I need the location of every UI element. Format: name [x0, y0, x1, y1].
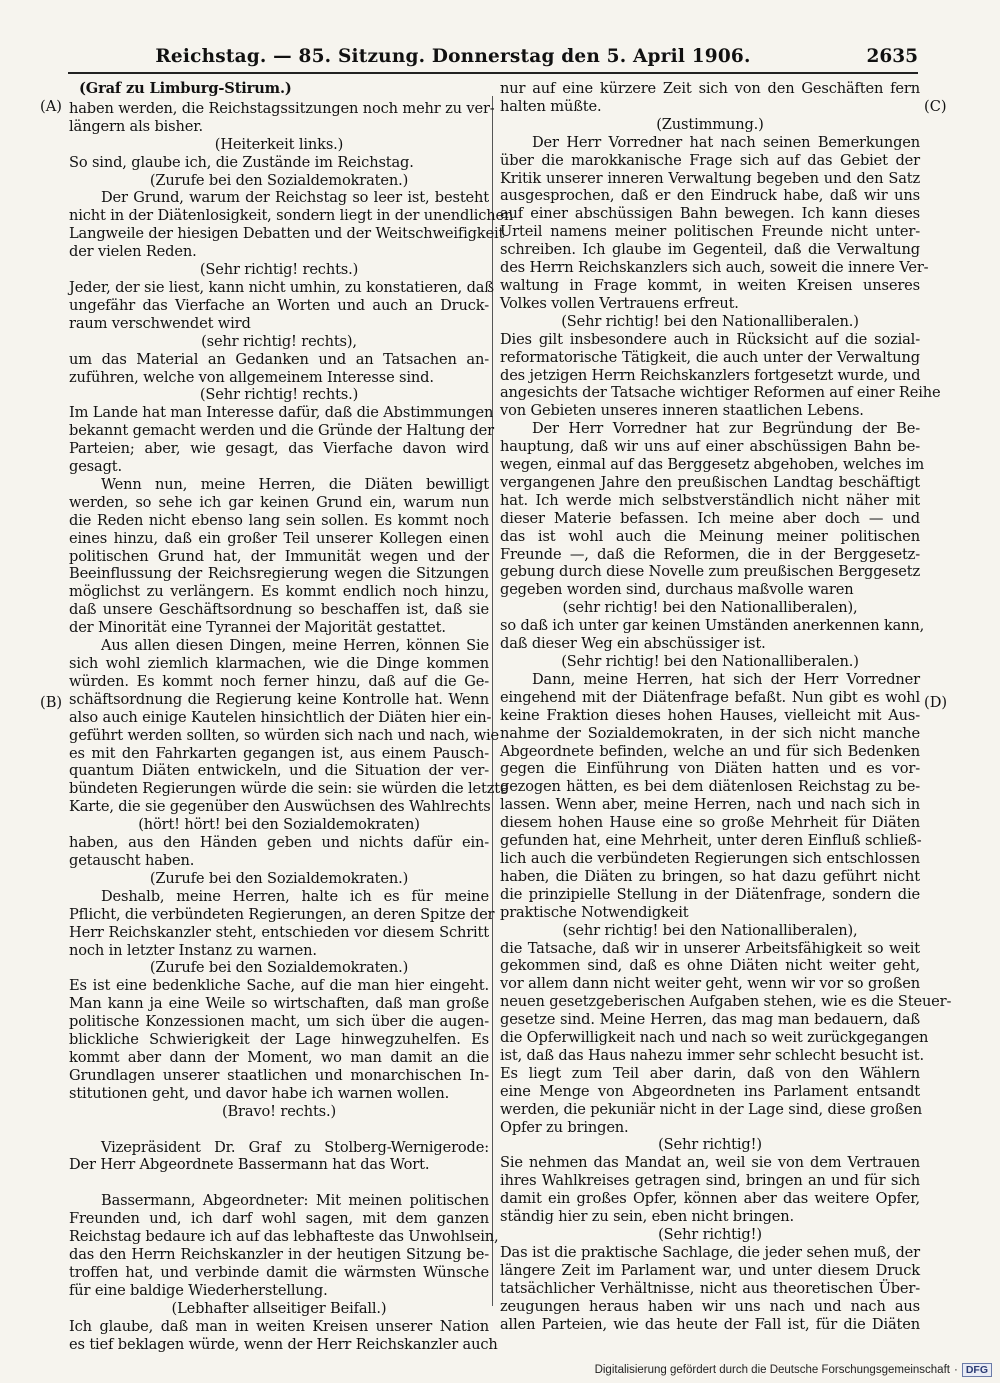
left-text-line: (Sehr richtig! rechts.) [199, 386, 359, 404]
right-text-line: damit ein großes Opfer, können aber das weitere Opfer, [500, 1190, 920, 1208]
left-text-line: haben, aus den Händen geben und nichts dafür ein- [69, 834, 489, 852]
left-text-line: bekannt gemacht werden und die Gründe der Haltung der [69, 422, 494, 440]
left-text-line: bündeten Regierungen würde die sein: sie würden die letzte [69, 780, 509, 798]
right-text-line: angesichts der Tatsache wichtiger Reformen auf einer Reihe [500, 384, 941, 402]
left-text-line: Deshalb, meine Herren, halte ich es für meine [101, 887, 489, 905]
right-text-line: eingehend mit der Diätenfrage befaßt. Nun gibt es wohl [500, 688, 920, 706]
right-text-line: hauptung, daß wir uns auf einer abschüssigen Bahn be- [500, 438, 920, 456]
left-text-line: Ich glaube, daß man in weiten Kreisen unserer Nation [69, 1317, 489, 1335]
right-text-line: Abgeordnete befinden, welche an und für sich Bedenken [500, 742, 920, 760]
left-text-line: (hört! hört! bei den Sozialdemokraten) [138, 816, 420, 834]
right-text-line: die prinzipielle Stellung in der Diätenfrage, sondern die [500, 885, 920, 903]
left-text-line: Jeder, der sie liest, kann nicht umhin, zu konstatieren, daß [69, 278, 494, 296]
right-text-line: waltung in Frage kommt, in weiten Kreisen unseres [500, 276, 920, 294]
right-text-line: längere Zeit im Parlament war, und unter diesem Druck [500, 1261, 920, 1279]
left-text-line: (Zurufe bei den Sozialdemokraten.) [149, 869, 409, 887]
left-text-line: quantum Diäten entwickeln, und die Situation der ver- [69, 762, 489, 780]
right-text-line: gegen die Einführung von Diäten hatten und es vor- [500, 760, 920, 778]
right-text-line: vor allem dann nicht weiter geht, wenn wir vor so großen [500, 975, 920, 993]
left-text-line: Freunden und, ich darf wohl sagen, mit dem ganzen [69, 1210, 489, 1228]
margin-marker-d: (D) [924, 694, 948, 711]
left-text-line: Wenn nun, meine Herren, die Diäten bewilligt [101, 475, 489, 493]
left-text-line: ungefähr das Vierfache an Worten und auch an Druck- [69, 296, 489, 314]
left-text-line: Grundlagen unserer staatlichen und monarchischen In- [69, 1066, 489, 1084]
left-text-line: (sehr richtig! rechts), [201, 332, 357, 350]
left-text-line: Reichstag bedaure ich auf das lebhafteste das Unwohlsein, [69, 1228, 499, 1246]
footer-text: Digitalisierung gefördert durch die Deutsche Forschungsgemeinschaft [594, 1364, 950, 1376]
page-number: 2635 [866, 46, 918, 67]
left-text-line: Im Lande hat man Interesse dafür, daß die Abstimmungen [69, 404, 494, 422]
left-text-line: stitutionen geht, und davor habe ich warnen wollen. [69, 1084, 450, 1102]
left-text-line: Bassermann, Abgeordneter: Mit meinen politischen [101, 1192, 489, 1210]
margin-marker-c: (C) [924, 98, 947, 115]
right-text-line: Kritik unserer inneren Verwaltung begeben und den Satz [500, 169, 920, 187]
left-text-line: troffen hat, und verbinde damit die wärmsten Wünsche [69, 1264, 489, 1281]
left-text-line: Man kann ja eine Weile so wirtschaften, daß man große [69, 995, 489, 1013]
right-text-line: halten müßte. [500, 97, 602, 115]
right-text-line: (Sehr richtig!) [658, 1136, 762, 1154]
left-text-line: (Lebhafter allseitiger Beifall.) [171, 1299, 387, 1317]
left-text-line: Karte, die sie gegenüber den Auswüchsen des Wahlrechts [69, 798, 491, 816]
left-text-line: Herr Reichskanzler steht, entschieden vor diesem Schritt [69, 923, 489, 941]
right-text-line: tatsächlicher Verhältnisse, nicht aus theoretischen Über- [500, 1279, 920, 1297]
right-text-line: Das ist die praktische Sachlage, die jeder sehen muß, der [500, 1243, 920, 1261]
running-title: Reichstag. — 85. Sitzung. Donnerstag den 5. April 1906. [155, 46, 751, 67]
right-text-line: (Zustimmung.) [656, 115, 764, 133]
margin-marker-a: (A) [40, 98, 62, 115]
right-text-line: haben, die Diäten zu bringen, so hat dazu geführt nicht [500, 867, 920, 885]
left-text-line: (Zurufe bei den Sozialdemokraten.) [149, 959, 409, 977]
left-text-line: Parteien; aber, wie gesagt, das Vierfache davon wird [69, 440, 489, 458]
left-text-line: noch in letzter Instanz zu warnen. [69, 941, 317, 959]
right-text-line: Es liegt zum Teil aber darin, daß von den Wählern [500, 1064, 920, 1082]
left-text-line: der Minorität eine Tyrannei der Majorität gestattet. [69, 619, 446, 637]
left-text-line: würden. Es kommt noch ferner hinzu, daß auf die Ge- [69, 672, 489, 690]
right-text-line: die Tatsache, daß wir in unserer Arbeitsfähigkeit so weit [500, 939, 920, 957]
right-text-line: werden, die pekuniär nicht in der Lage sind, diese großen [500, 1100, 923, 1118]
right-text-line: die Opferwilligkeit nach und nach so weit zurückgegangen [500, 1029, 929, 1047]
left-text-line: Es ist eine bedenkliche Sache, auf die man hier eingeht. [69, 977, 489, 995]
right-text-line: diesem hohen Hause eine so große Mehrheit für Diäten [500, 814, 920, 832]
right-text-line: hat. Ich werde mich selbstverständlich nicht näher mit [500, 491, 920, 509]
right-text-line: (sehr richtig! bei den Nationalliberalen), [562, 921, 858, 939]
right-text-line: Dies gilt insbesondere auch in Rücksicht auf die sozial- [500, 330, 920, 348]
right-text-line: gezogen hätten, es bei dem diätenlosen Reichstag zu be- [500, 778, 920, 796]
left-text-line [69, 1121, 489, 1139]
left-text-line: um das Material an Gedanken und an Tatsachen an- [69, 350, 489, 368]
left-text-line: getauscht haben. [69, 851, 195, 869]
right-text-line: über die marokkanische Frage sich auf das Gebiet der [500, 151, 920, 169]
dfg-logo: DFG [962, 1363, 992, 1377]
right-text-line: keine Fraktion dieses hohen Hauses, vielleicht mit Aus- [500, 706, 920, 724]
right-text-line: lassen. Wenn aber, meine Herren, nach und nach sich in [500, 796, 920, 814]
right-text-line: vergangenen Jahre den preußischen Landtag beschäftigt [500, 473, 920, 491]
left-text-line: Pflicht, die verbündeten Regierungen, an deren Spitze der [69, 905, 495, 923]
right-text-line: reformatorische Tätigkeit, die auch unter der Verwaltung [500, 348, 920, 366]
margin-marker-b: (B) [40, 694, 63, 711]
left-text-line: längern als bisher. [69, 117, 203, 135]
column-divider [492, 96, 493, 1306]
left-text-line: geführt werden sollten, so würden sich nach und nach, wie [69, 726, 500, 744]
right-text-line: ist, daß das Haus nahezu immer sehr schlecht besucht ist. [500, 1046, 924, 1064]
page-header [68, 46, 918, 74]
left-text-line: Langweile der hiesigen Debatten und der Weitschweifigkeit [69, 225, 505, 243]
left-text-line: (Heiterkeit links.) [214, 135, 344, 153]
left-text-line: Vizepräsident Dr. Graf zu Stolberg-Wernigerode: [101, 1138, 489, 1156]
right-text-line: gekommen sind, daß es ohne Diäten nicht weiter geht, [500, 957, 920, 975]
left-text-line: (Sehr richtig! rechts.) [199, 261, 359, 279]
left-text-line: sich wohl ziemlich klarmachen, wie die Dinge kommen [69, 655, 489, 672]
right-text-line: gesetze sind. Meine Herren, das mag man bedauern, daß [500, 1011, 920, 1029]
left-text-line: die Reden nicht ebenso lang sein sollen. Es kommt noch [69, 511, 489, 529]
right-text-line: (Sehr richtig!) [658, 1226, 762, 1243]
right-text-line: Freunde —, daß die Reformen, die in der Berggesetz- [500, 545, 920, 563]
right-text-line: nahme der Sozialdemokraten, in der sich nicht manche [500, 724, 920, 742]
left-text-line: Der Grund, warum der Reichstag so leer ist, besteht [101, 189, 489, 207]
left-text-line: raum verschwendet wird [69, 314, 251, 332]
right-text-line: wegen, einmal auf das Berggesetz abgehoben, welches im [500, 456, 925, 474]
right-text-line: Der Herr Vorredner hat zur Begründung der Be- [532, 420, 920, 438]
left-text-line: nicht in der Diätenlosigkeit, sondern liegt in der unendlichen [69, 207, 514, 225]
left-text-line: das den Herrn Reichskanzler in der heutigen Sitzung be- [69, 1246, 489, 1264]
right-text-line: des jetzigen Herrn Reichskanzlers fortgesetzt wurde, und [500, 366, 921, 384]
right-text-line: gegeben worden sind, durchaus maßvolle waren [500, 581, 854, 599]
right-text-line: so daß ich unter gar keinen Umständen anerkennen kann, [500, 617, 925, 635]
right-text-line: eine Menge von Abgeordneten ins Parlament entsandt [500, 1082, 920, 1100]
left-text-line: zuführen, welche von allgemeinem Interesse sind. [69, 368, 434, 386]
left-text-line: es mit den Fahrkarten gegangen ist, aus einem Pausch- [69, 744, 489, 762]
right-text-line: dieser Materie befassen. Ich meine aber doch — und [500, 509, 920, 527]
right-column [500, 80, 952, 1335]
right-text-line: Opfer zu bringen. [500, 1118, 629, 1136]
right-text-line: Urteil namens meiner politischen Freunde nicht unter- [500, 223, 920, 241]
right-text-line: lich auch die verbündeten Regierungen sich entschlossen [500, 849, 920, 867]
right-text-line: auf einer abschüssigen Bahn bewegen. Ich kann dieses [500, 205, 920, 223]
left-text-line: also auch einige Kautelen hinsichtlich der Diäten hier ein- [69, 708, 492, 726]
right-text-line: allen Parteien, wie das heute der Fall ist, für die Diäten [500, 1315, 920, 1333]
speaker-reference: (Graf zu Limburg-Stirum.) [79, 80, 292, 97]
right-text-line: ausgesprochen, daß er den Eindruck habe, daß wir uns [500, 187, 920, 205]
left-text-line: Beeinflussung der Reichsregierung wegen die Sitzungen [69, 565, 489, 583]
left-text-line: möglichst zu verlängern. Es kommt endlich noch hinzu, [69, 583, 489, 601]
right-text-line: neuen gesetzgeberischen Aufgaben stehen, wie es die Steuer- [500, 993, 952, 1011]
left-text-line: Aus allen diesen Dingen, meine Herren, können Sie [101, 637, 489, 655]
left-text-line: kommt aber dann der Moment, wo man damit an die [69, 1048, 489, 1066]
left-text-line: eines hinzu, daß ein großer Teil unserer Kollegen einen [69, 529, 489, 547]
left-text-line: schäftsordnung die Regierung keine Kontrolle hat. Wenn [69, 690, 489, 708]
left-text-line: der vielen Reden. [69, 243, 197, 261]
left-text-line: es tief beklagen würde, wenn der Herr Reichskanzler auch [69, 1335, 498, 1353]
left-text-line [69, 1174, 489, 1192]
left-text-line: politischen Grund hat, der Immunität wegen und der [69, 547, 489, 565]
right-text-line: gebung durch diese Novelle zum preußischen Berggesetz [500, 563, 920, 581]
left-text-line: werden, so sehe ich gar keinen Grund ein, warum nun [69, 493, 489, 511]
left-text-line: haben werden, die Reichstagssitzungen noch mehr zu ver- [69, 99, 495, 117]
left-text-line: daß unsere Geschäftsordnung so beschaffen ist, daß sie [69, 601, 489, 619]
right-text-line: Dann, meine Herren, hat sich der Herr Vorredner [532, 670, 920, 688]
left-text-line: für eine baldige Wiederherstellung. [69, 1281, 328, 1299]
left-text-line: Der Herr Abgeordnete Bassermann hat das Wort. [69, 1156, 430, 1174]
right-text-line: ständig hier zu sein, eben nicht bringen. [500, 1208, 795, 1226]
left-text-line: (Zurufe bei den Sozialdemokraten.) [149, 171, 409, 189]
left-text-line: (Bravo! rechts.) [221, 1102, 337, 1120]
right-text-line: (Sehr richtig! bei den Nationalliberalen.) [561, 312, 859, 330]
left-text-line: So sind, glaube ich, die Zustände im Reichstag. [69, 153, 414, 171]
footer: Digitalisierung gefördert durch die Deutsche Forschungsgemeinschaft · DFG [595, 1363, 992, 1377]
left-text-line: blickliche Schwierigkeit der Lage hinwegzuhelfen. Es [69, 1031, 489, 1049]
left-column [69, 80, 514, 1353]
right-text-line: (sehr richtig! bei den Nationalliberalen), [562, 599, 858, 617]
left-text-line: gesagt. [69, 458, 122, 476]
right-text-line: das ist wohl auch die Meinung meiner politischen [500, 527, 920, 545]
right-text-line: Der Herr Vorredner hat nach seinen Bemerkungen [532, 133, 920, 151]
right-text-line: Volkes vollen Vertrauens erfreut. [500, 294, 739, 312]
right-text-line: daß dieser Weg ein abschüssiger ist. [500, 635, 766, 653]
right-text-line: schreiben. Ich glaube im Gegenteil, daß die Verwaltung [500, 241, 920, 259]
right-text-line: von Gebieten unseres inneren staatlichen Lebens. [500, 402, 864, 420]
right-text-line: zeugungen heraus haben wir uns nach und nach aus [500, 1297, 920, 1315]
right-text-line: gefunden hat, eine Mehrheit, unter deren Einfluß schließ- [500, 832, 922, 850]
right-text-line: des Herrn Reichskanzlers sich auch, soweit die innere Ver- [500, 259, 929, 277]
right-text-line: (Sehr richtig! bei den Nationalliberalen.) [561, 653, 859, 670]
left-text-line: politische Konzessionen macht, um sich über die augen- [69, 1013, 489, 1031]
right-text-line: ihres Wahlkreises getragen sind, bringen an und für sich [500, 1172, 920, 1190]
right-text-line: praktische Notwendigkeit [500, 903, 689, 921]
right-text-line: Sie nehmen das Mandat an, weil sie von dem Vertrauen [500, 1154, 920, 1172]
right-text-line: nur auf eine kürzere Zeit sich von den Geschäften fern [500, 80, 920, 97]
